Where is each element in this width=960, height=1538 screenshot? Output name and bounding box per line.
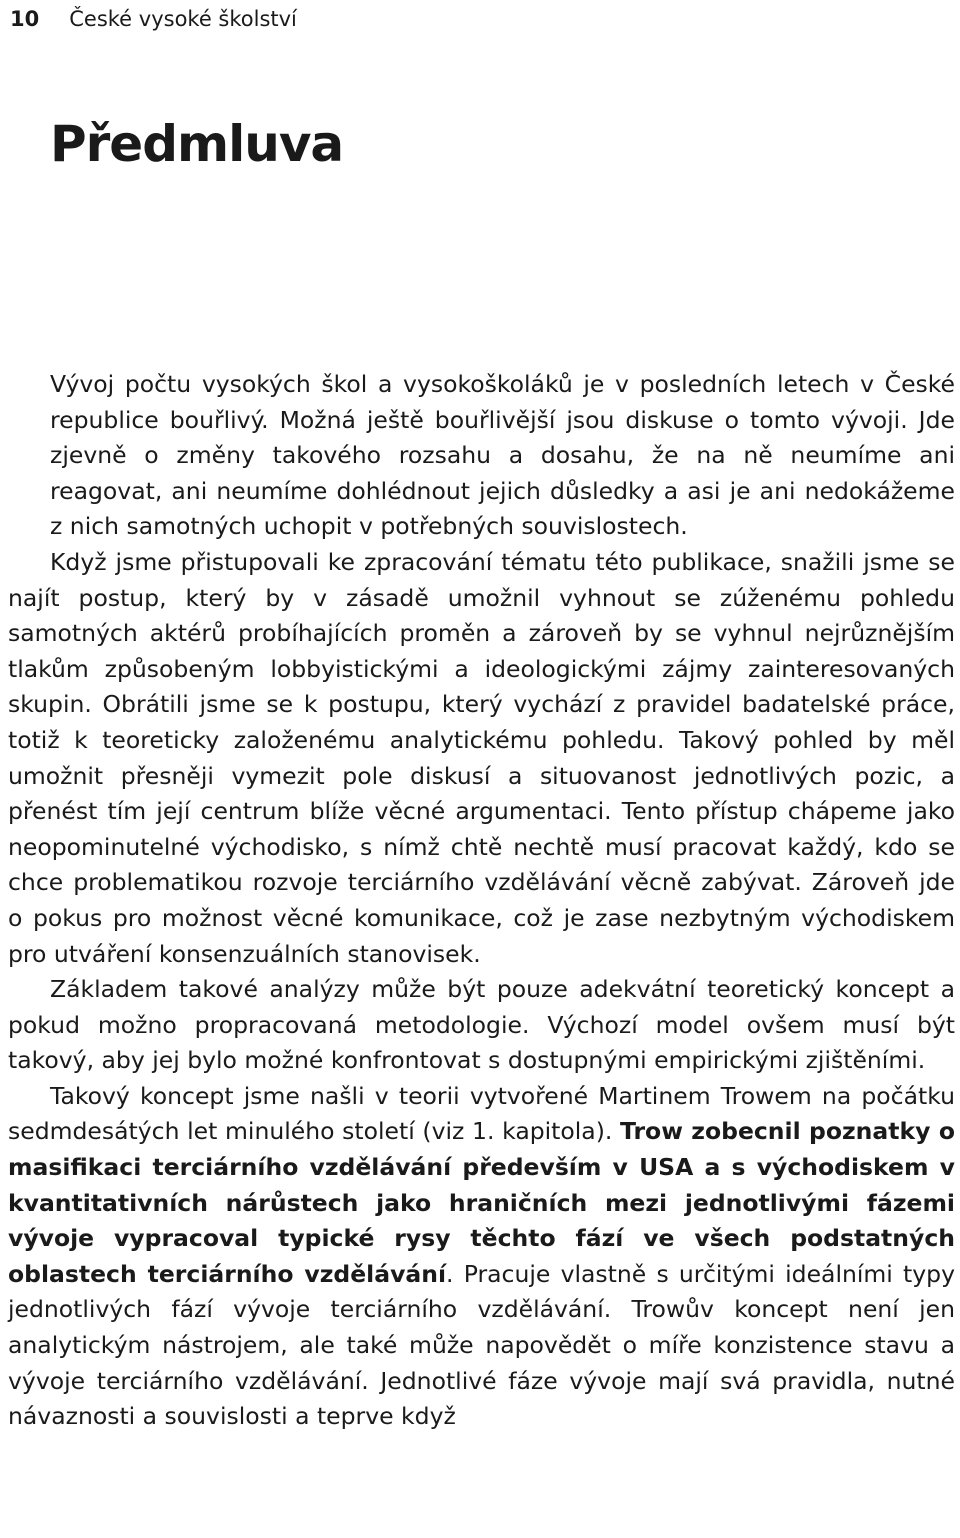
running-title: České vysoké školství: [69, 7, 297, 31]
body-text: [8, 367, 955, 1435]
paragraph-trow-concept: [8, 1079, 955, 1435]
paragraph-approach: Když jsme přistupovali ke zpracování tématu této publikace, snažili jsme se najít postup, který by v zásadě umožnil vyhnout se zúženému pohledu samotných aktérů probíhajících proměn a zároveň by se vyhnul nejrůznějším tlakům způsobeným lobbyistickými a ideologickými zájmy zainteresovaných skupin. Obrátili jsme se k postupu, který vychází z pravidel badatelské práce, totiž k teoreticky založenému analytickému pohledu. Takový pohled by měl umožnit přesněji vymezit pole diskusí a situovanost jednotlivých pozic, a přenést tím její centrum blíže věcné argumentaci. Tento přístup chápeme jako neopominutelné východisko, s nímž chtě nechtě musí pracovat každý, kdo se chce problematikou rozvoje terciárního vzdělávání věcně zabývat. Zároveň jde o pokus pro možnost věcné komunikace, což je zase nezbytným východiskem pro utváření konsenzuálních stanovisek.: [8, 547, 955, 968]
paragraph-concept-basis: Základem takové analýzy může být pouze adekvátní teoretický koncept a pokud možno propracovaná metodologie. Výchozí model ovšem musí být takový, aby jej bylo možné konfrontovat s dostupnými empirickými zjištěními.: [8, 975, 955, 1075]
paragraph-text-start: Takový koncept jsme našli v teorii vytvořené Martinem Trowem na počátku sedmdesátých let minulého století (viz 1. kapitola).: [8, 1081, 955, 1146]
page-number: 10: [10, 7, 40, 31]
paragraph-intro: Vývoj počtu vysokých škol a vysokoškoláků je v posledních letech v České republice bouřlivý. Možná ještě bouřlivější jsou diskuse o tomto vývoji. Jde zjevně o změny takového rozsahu a dosahu, že na ně neumíme ani reagovat, ani neumíme dohlédnout jejich důsledky a asi je ani nedokážeme z nich samotných uchopit v potřebných souvislostech.: [50, 370, 955, 541]
chapter-title: Předmluva: [50, 115, 344, 173]
emphasized-text: Trow zobecnil poznatky o masifikaci terciárního vzdělávání především v USA a s východiskem v kvantitativních nárůstech jako hraničních mezi jednotlivými fázemi vývoje vypracoval typické rysy těchto fází ve všech podstatných oblastech terciárního vzdělávání: [8, 1117, 955, 1288]
running-header: [10, 4, 297, 34]
paragraph-text-end: . Pracuje vlastně s určitými ideálními typy jednotlivých fází vývoje terciárního vzdělávání. Trowův koncept není jen analytickým nástrojem, ale také může napovědět o míře konzistence stavu a vývoje terciárního vzdělávání. Jednotlivé fáze vývoje mají svá pravidla, nutné návaznosti a souvislosti a teprve když: [8, 1259, 955, 1431]
